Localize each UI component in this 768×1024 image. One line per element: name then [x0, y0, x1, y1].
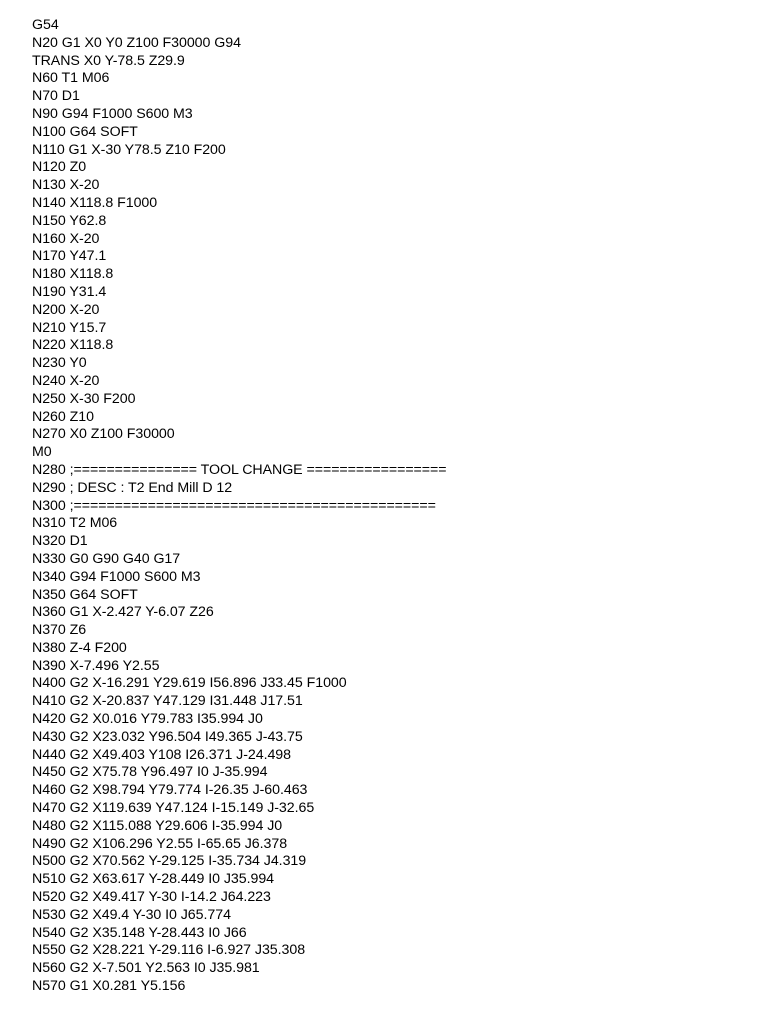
code-line: N140 X118.8 F1000 — [32, 194, 158, 211]
code-line: N340 G94 F1000 S600 M3 — [32, 568, 201, 585]
code-line: N130 X-20 — [32, 177, 100, 194]
code-line: N380 Z-4 F200 — [32, 639, 127, 656]
code-line: N500 G2 X70.562 Y-29.125 I-35.734 J4.319 — [32, 853, 307, 870]
code-line: N60 T1 M06 — [32, 70, 110, 87]
code-line: N240 X-20 — [32, 372, 100, 389]
code-line: N460 G2 X98.794 Y79.774 I-26.35 J-60.463 — [32, 782, 308, 799]
code-line: N370 Z6 — [32, 622, 87, 639]
code-line: N570 G1 X0.281 Y5.156 — [32, 978, 186, 995]
code-line: N430 G2 X23.032 Y96.504 I49.365 J-43.75 — [32, 728, 303, 745]
code-line: N420 G2 X0.016 Y79.783 I35.994 J0 — [32, 711, 263, 728]
code-line: N230 Y0 — [32, 355, 87, 372]
code-line: N400 G2 X-16.291 Y29.619 I56.896 J33.45 F1000 — [32, 675, 347, 692]
code-line: N560 G2 X-7.501 Y2.563 I0 J35.981 — [32, 960, 260, 977]
code-line: N350 G64 SOFT — [32, 586, 138, 603]
code-line: N490 G2 X106.296 Y2.55 I-65.65 J6.378 — [32, 835, 288, 852]
code-line: N540 G2 X35.148 Y-28.443 I0 J66 — [32, 924, 247, 941]
code-line: N220 X118.8 — [32, 337, 114, 354]
code-line: N170 Y47.1 — [32, 248, 107, 265]
code-line: N330 G0 G90 G40 G17 — [32, 550, 181, 567]
code-line: TRANS X0 Y-78.5 Z29.9 — [32, 52, 185, 69]
code-line: N530 G2 X49.4 Y-30 I0 J65.774 — [32, 906, 231, 923]
tool-change-separator: N300 ;============================================ — [32, 497, 436, 514]
nc-program-listing — [32, 17, 752, 996]
code-line: N200 X-20 — [32, 301, 100, 318]
code-line: N470 G2 X119.639 Y47.124 I-15.149 J-32.65 — [32, 800, 315, 817]
code-line: N320 D1 — [32, 533, 88, 550]
code-line: N100 G64 SOFT — [32, 123, 138, 140]
code-line: N210 Y15.7 — [32, 319, 107, 336]
code-line: N520 G2 X49.417 Y-30 I-14.2 J64.223 — [32, 889, 271, 906]
code-line: M0 — [32, 444, 52, 461]
code-line: N110 G1 X-30 Y78.5 Z10 F200 — [32, 141, 226, 158]
code-line: N360 G1 X-2.427 Y-6.07 Z26 — [32, 604, 214, 621]
code-line: N150 Y62.8 — [32, 212, 107, 229]
code-line: N260 Z10 — [32, 408, 94, 425]
code-line: N440 G2 X49.403 Y108 I26.371 J-24.498 — [32, 746, 291, 763]
code-line: N550 G2 X28.221 Y-29.116 I-6.927 J35.308 — [32, 942, 306, 959]
code-line: N190 Y31.4 — [32, 283, 107, 300]
code-line: N510 G2 X63.617 Y-28.449 I0 J35.994 — [32, 871, 274, 888]
code-line: N90 G94 F1000 S600 M3 — [32, 105, 193, 122]
code-line: N160 X-20 — [32, 230, 100, 247]
code-line: N390 X-7.496 Y2.55 — [32, 657, 160, 674]
tool-change-separator: N280 ;=============== TOOL CHANGE ================= — [32, 461, 447, 478]
code-line: N450 G2 X75.78 Y96.497 I0 J-35.994 — [32, 764, 268, 781]
code-line: N250 X-30 F200 — [32, 390, 136, 407]
tool-description-comment: N290 ; DESC : T2 End Mill D 12 — [32, 479, 233, 496]
code-line: N480 G2 X115.088 Y29.606 I-35.994 J0 — [32, 817, 283, 834]
code-line: N310 T2 M06 — [32, 515, 118, 532]
code-line: N180 X118.8 — [32, 266, 114, 283]
code-line: G54 — [32, 17, 59, 33]
code-line: N410 G2 X-20.837 Y47.129 I31.448 J17.51 — [32, 693, 303, 710]
code-line: N20 G1 X0 Y0 Z100 F30000 G94 — [32, 34, 241, 51]
code-line: N270 X0 Z100 F30000 — [32, 426, 175, 443]
code-line: N70 D1 — [32, 88, 80, 105]
code-line: N120 Z0 — [32, 159, 87, 176]
